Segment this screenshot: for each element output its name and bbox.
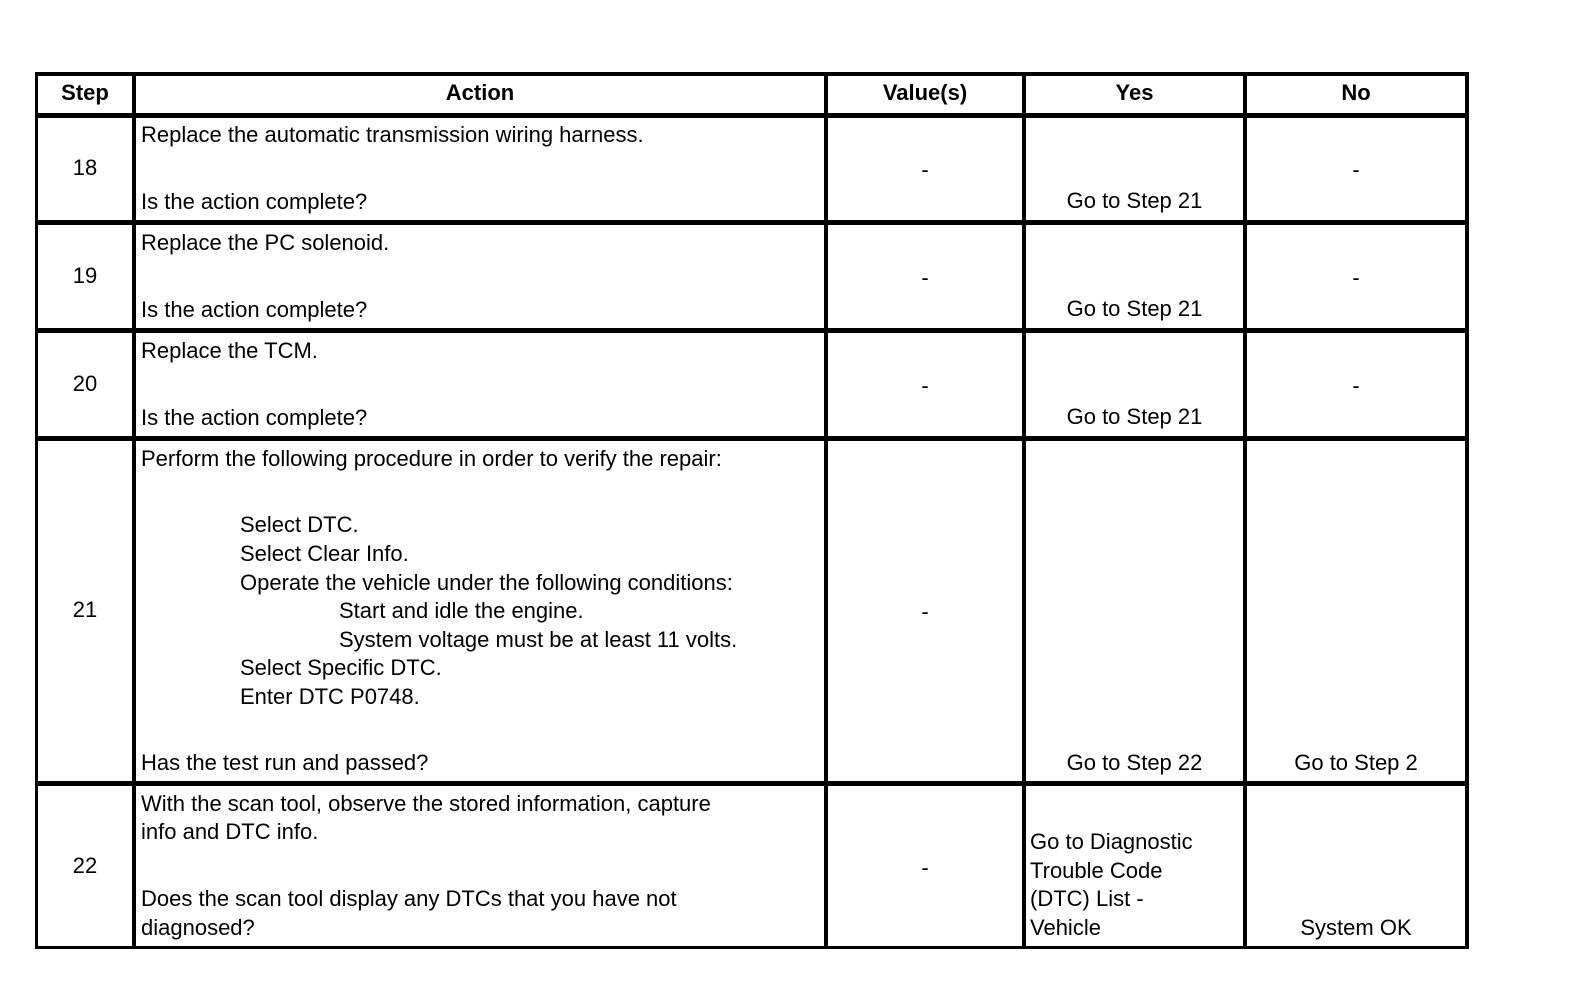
- action-line: Replace the TCM.: [141, 338, 318, 363]
- step-number: 21: [72, 597, 98, 622]
- step-number: 18: [72, 155, 98, 180]
- diagnostic-table: [35, 72, 1469, 949]
- rule-row-21-bottom: [35, 781, 1469, 786]
- action-line: info and DTC info.: [141, 819, 319, 844]
- yes-line: Vehicle: [1030, 915, 1101, 940]
- action-line: diagnosed?: [141, 915, 255, 940]
- action-line: Replace the PC solenoid.: [141, 230, 390, 255]
- values-cell: -: [921, 157, 929, 182]
- step-number: 20: [72, 371, 98, 396]
- action-line: Is the action complete?: [141, 297, 368, 322]
- action-text: [136, 337, 824, 436]
- header-values: Value(s): [882, 80, 968, 105]
- action-text: [136, 790, 824, 946]
- action-text: [136, 445, 824, 781]
- action-line: Replace the automatic transmission wiring harness.: [141, 122, 644, 147]
- no-cell: System OK: [1300, 915, 1412, 940]
- header-action: Action: [445, 80, 515, 105]
- header-yes: Yes: [1115, 80, 1154, 105]
- yes-cell: Go to Step 21: [1066, 404, 1203, 429]
- yes-cell: [1026, 828, 1243, 946]
- no-cell: -: [1352, 157, 1360, 182]
- rule-row-20-bottom: [35, 436, 1469, 441]
- rule-action-values: [824, 72, 828, 949]
- rule-left: [35, 72, 38, 949]
- values-cell: -: [921, 265, 929, 290]
- header-no: No: [1341, 80, 1371, 105]
- procedure-item: Operate the vehicle under the following conditions:: [240, 570, 733, 595]
- rule-yes-no: [1243, 72, 1247, 949]
- yes-line: Trouble Code: [1030, 858, 1163, 883]
- values-cell: -: [921, 373, 929, 398]
- rule-row-19-bottom: [35, 328, 1469, 333]
- values-cell: -: [921, 855, 929, 880]
- step-number: 22: [72, 853, 98, 878]
- action-line: Is the action complete?: [141, 405, 368, 430]
- rule-bottom: [35, 946, 1469, 949]
- header-step: Step: [61, 80, 109, 105]
- yes-line: (DTC) List -: [1030, 886, 1144, 911]
- procedure-item: Enter DTC P0748.: [240, 684, 420, 709]
- values-cell: -: [921, 599, 929, 624]
- action-line: Has the test run and passed?: [141, 750, 429, 775]
- rule-right: [1465, 72, 1469, 949]
- rule-row-18-bottom: [35, 220, 1469, 225]
- rule-header-bottom: [35, 113, 1469, 118]
- action-line: Does the scan tool display any DTCs that you have not: [141, 886, 677, 911]
- action-text: [136, 121, 824, 220]
- no-cell: -: [1352, 373, 1360, 398]
- yes-cell: Go to Step 21: [1066, 296, 1203, 321]
- action-text: [136, 229, 824, 328]
- procedure-subitem: System voltage must be at least 11 volts.: [339, 627, 738, 652]
- procedure-item: Select Clear Info.: [240, 541, 409, 566]
- yes-cell: Go to Step 22: [1066, 750, 1203, 775]
- yes-cell: Go to Step 21: [1066, 188, 1203, 213]
- yes-line: Go to Diagnostic: [1030, 829, 1193, 854]
- procedure-item: Select Specific DTC.: [240, 655, 442, 680]
- rule-top: [35, 72, 1469, 76]
- procedure-item: Select DTC.: [240, 512, 359, 537]
- no-cell: -: [1352, 265, 1360, 290]
- no-cell: Go to Step 2: [1294, 750, 1418, 775]
- action-line: With the scan tool, observe the stored information, capture: [141, 791, 711, 816]
- procedure-subitem: Start and idle the engine.: [339, 598, 584, 623]
- action-line: Is the action complete?: [141, 189, 368, 214]
- step-number: 19: [72, 263, 98, 288]
- action-line: Perform the following procedure in order to verify the repair:: [141, 446, 722, 471]
